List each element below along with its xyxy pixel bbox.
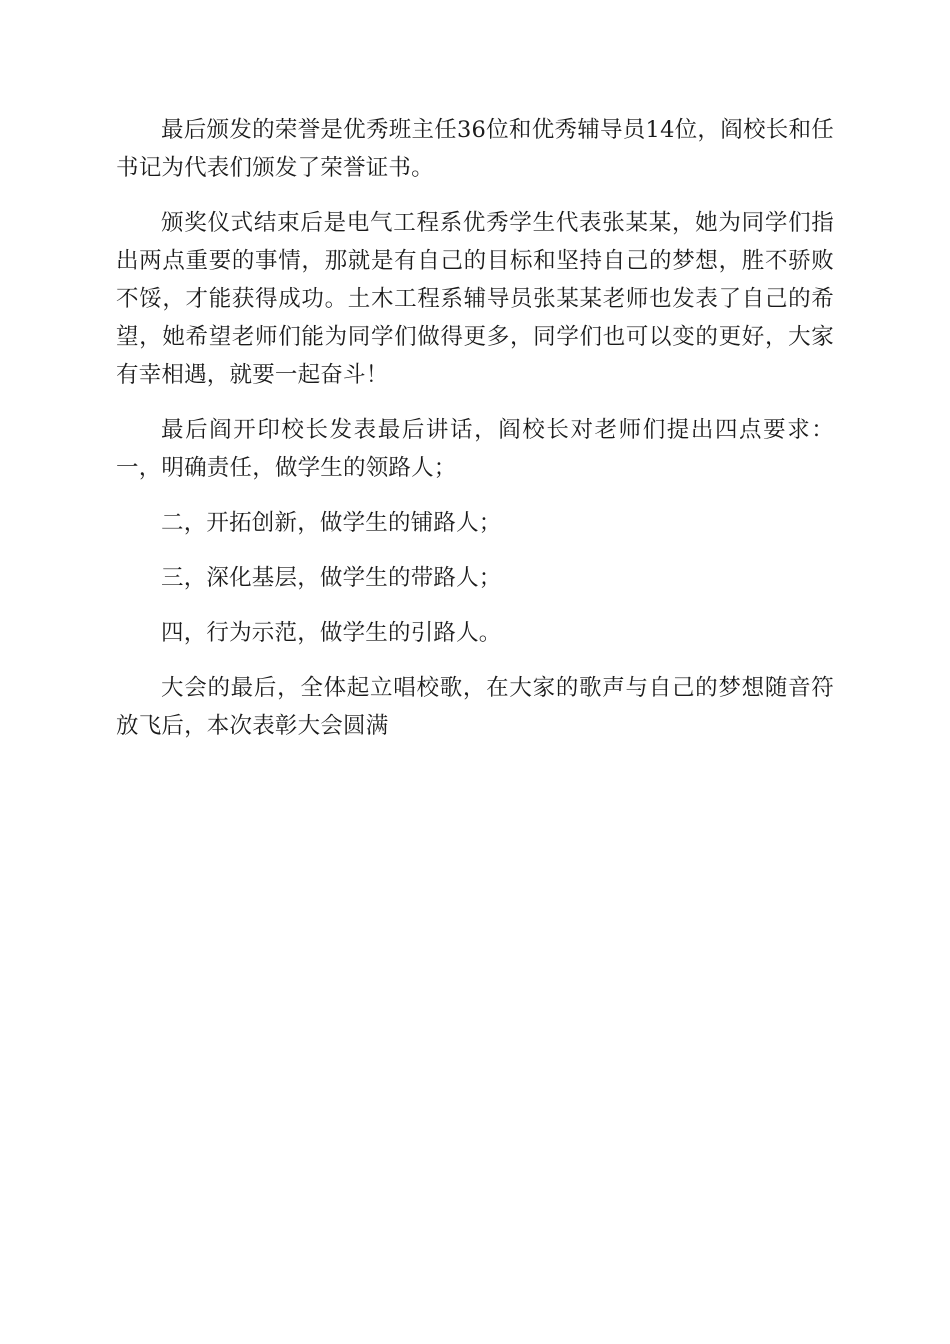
paragraph-requirement-two: 二，开拓创新，做学生的铺路人； [161,510,502,536]
document-body [116,111,834,762]
paragraph-closing: 大会的最后，全体起立唱校歌，在大家的歌声与自己的梦想随音符放飞后，本次表彰大会圆满 [116,675,834,739]
paragraph-principal-speech: 最后阎开印校长发表最后讲话，阎校长对老师们提出四点要求：一，明确责任，做学生的领路人； [116,417,834,481]
paragraph-honors: 最后颁发的荣誉是优秀班主任36位和优秀辅导员14位，阎校长和任书记为代表们颁发了荣誉证书。 [116,117,834,181]
paragraph-requirement-three: 三，深化基层，做学生的带路人； [161,565,502,591]
paragraph-requirement-four: 四，行为示范，做学生的引路人。 [161,620,502,646]
paragraph-student-representative: 颁奖仪式结束后是电气工程系优秀学生代表张某某，她为同学们指出两点重要的事情，那就是有自己的目标和坚持自己的梦想，胜不骄败不馁，才能获得成功。土木工程系辅导员张某某老师也发表了自己的希望，她希望老师们能为同学们做得更多，同学们也可以变的更好，大家有幸相遇，就要一起奋斗！ [116,210,834,388]
